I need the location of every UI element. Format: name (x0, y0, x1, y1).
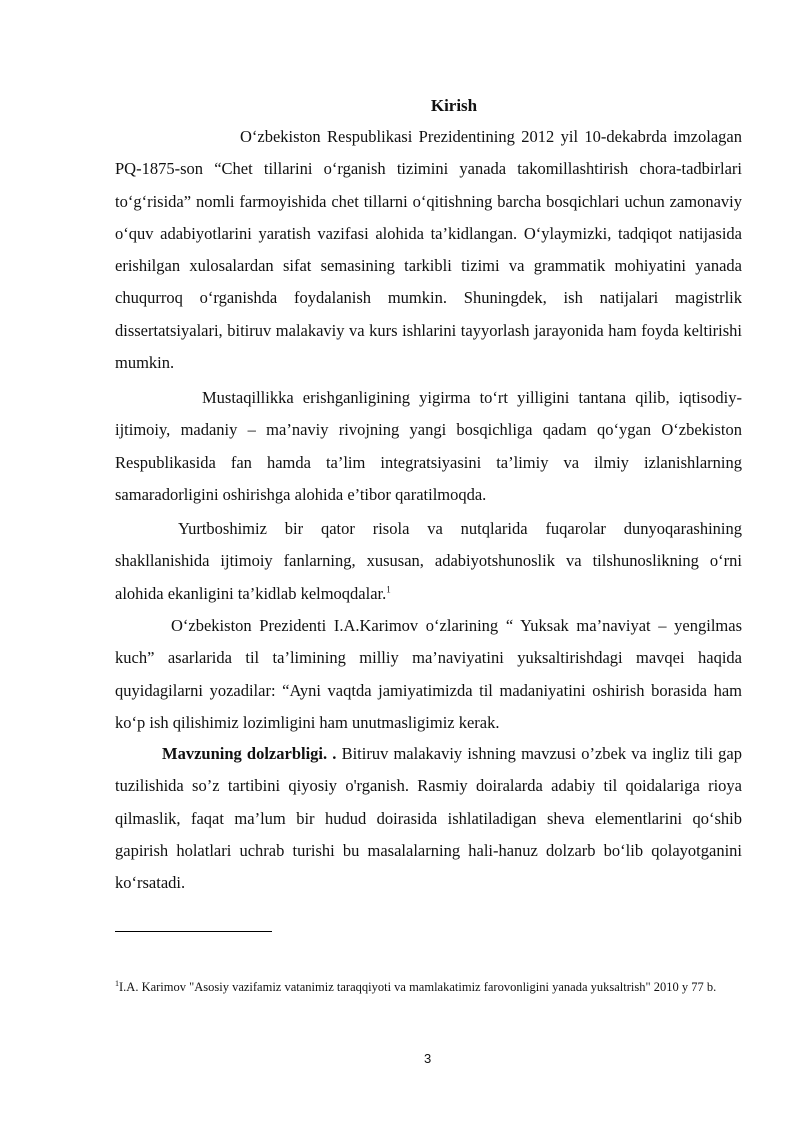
footnote-marker: 1 (115, 978, 119, 988)
section-title: Kirish (430, 96, 478, 115)
paragraph-president-speeches (115, 513, 742, 610)
footnote-separator (115, 931, 272, 932)
paragraph-intro: O‘zbekiston Respublikasi Prezidentining 2012 yil 10-dekabrda imzolagan PQ-1875-son “Chet tillarini o‘rganish tizimini yanada takomillashtirish chora-tadbirlari to‘g‘risida” nomli farmoyishida chet tillarni o‘qitishning barcha bosqichlari uchun zamonaviy o‘quv adabiyotlarini yaratish vazifasi alohida ta’kidlangan. O‘ylaymizki, tadqiqot natijasida erishilgan xulosalardan sifat semasining tarkibli tizimi va grammatik mohiyatini yanada chuqurroq o‘rganishda foydalanish mumkin. Shuningdek, ish natijalari magistrlik dissertatsiyalari, bitiruv malakaviy va kurs ishlarini tayyorlash jarayonida ham foyda keltirishi mumkin. (115, 127, 742, 373)
paragraph-text: Yurtboshimiz bir qator risola va nutqlarida fuqarolar dunyoqarashining shakllanishida ijtimoiy fanlarning, xususan, adabiyotshunoslik va tilshunoslikning o‘rni alohida ekanligini ta’kidlab kelmoqdalar. (115, 519, 742, 603)
topicality-text: Bitiruv malakaviy ishning mavzusi o’zbek va ingliz tili gap tuzilishida so’z tartibini qiyosiy o'rganish. Rasmiy doiralarda adabiy til qoidalariga rioya qilmaslik, faqat ma’lum bir hudud doirasida ishlatiladigan sheva elementlarini qo‘shib gapirish holatlari uchrab turishi bu masalalarning hali-hanuz dolzarb bo‘lib qolayotganini ko‘rsatadi. (115, 744, 742, 893)
paragraph-karimov-quote: O‘zbekiston Prezidenti I.A.Karimov o‘zlarining “ Yuksak ma’naviyat – yengilmas kuch” asarlarida til ta’limining milliy ma’naviyatini yuksaltirishdagi mavqei haqida quyidagilarni yozadilar: “Ayni vaqtda jamiyatimizda til madaniyatini oshirish borasida ham ko‘p ish qilishimiz lozimligini ham unutmasligimiz kerak. (115, 616, 742, 732)
paragraph-topicality (115, 738, 742, 899)
page-number: 3 (424, 1051, 432, 1066)
footnote-text: I.A. Karimov "Asosiy vazifamiz vatanimiz taraqqiyoti va mamlakatimiz farovonligini yanada yuksaltrish" 2010 y 77 b. (119, 980, 717, 994)
footnote (115, 970, 745, 1004)
topicality-label: Mavzuning dolzarbligi. . (162, 744, 337, 763)
paragraph-independence: Mustaqillikka erishganligining yigirma to‘rt yilligini tantana qilib, iqtisodiy-ijtimoiy, madaniy – ma’naviy rivojning yangi bosqichliga qadam qo‘ygan O‘zbekiston Respublikasida fan hamda ta’lim integratsiyasini ta’limiy va ilmiy izlanishlarning samaradorligini oshirishga alohida e’tibor qaratilmoqda. (115, 388, 742, 504)
footnote-reference[interactable]: 1 (386, 584, 391, 595)
